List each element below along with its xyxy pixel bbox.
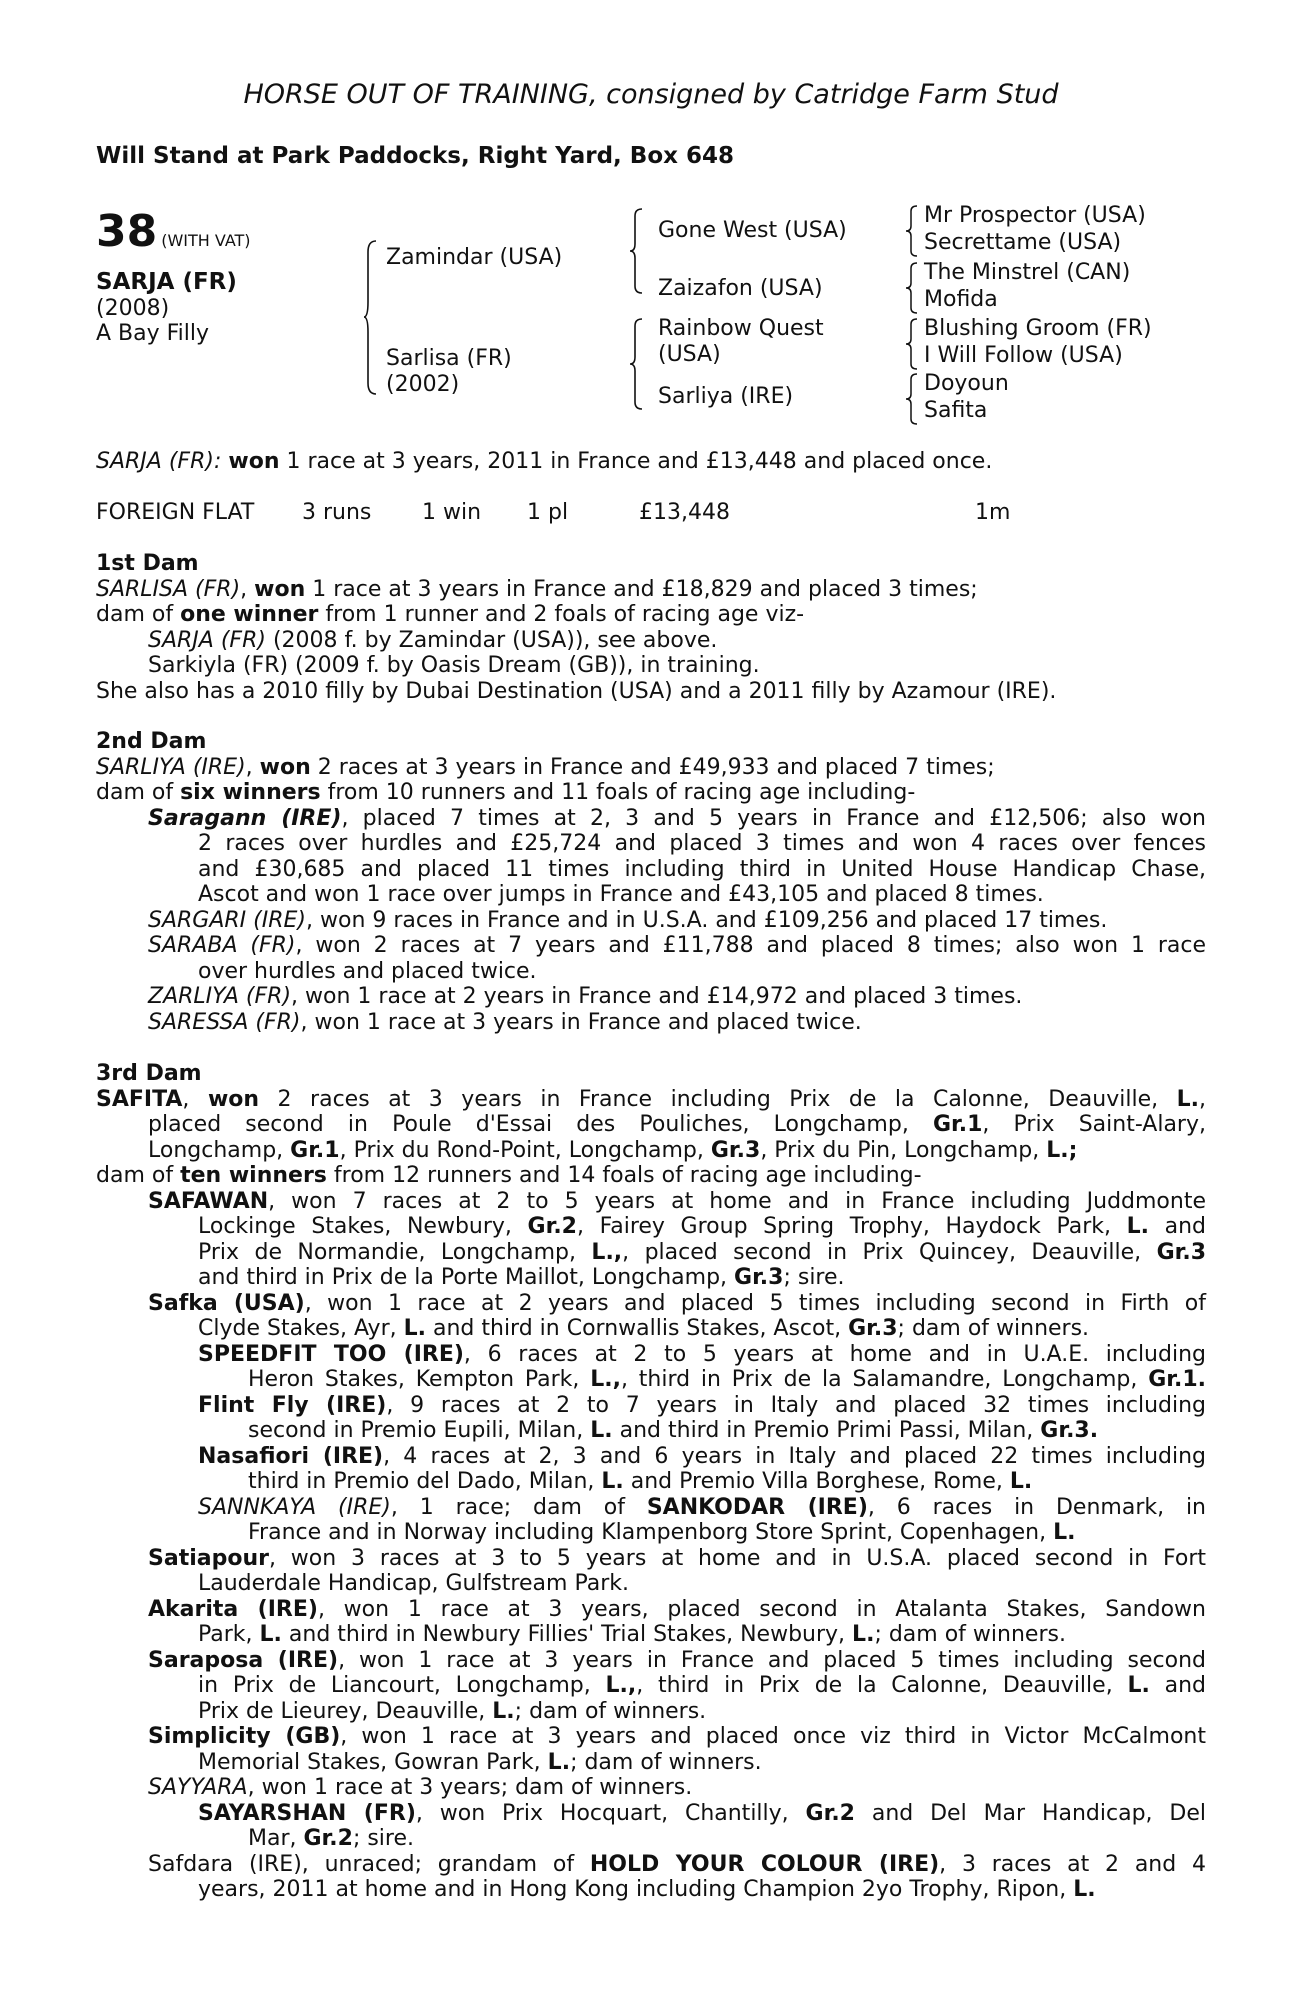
first-dam-produce: dam of one winner from 1 runner and 2 foals of racing age viz- bbox=[96, 602, 805, 627]
stand-location: Will Stand at Park Paddocks, Right Yard, Box 648 bbox=[96, 143, 734, 169]
saragann-3: and £30,685 and placed 11 times including third in United House Handicap Chase, bbox=[198, 856, 1206, 882]
simplicity-2: Memorial Stakes, Gowran Park, L.; dam of winners. bbox=[198, 1749, 762, 1775]
second-dam-heading: 2nd Dam bbox=[96, 729, 207, 754]
pedigree-g3: The Minstrel (CAN) bbox=[924, 260, 1131, 285]
sannkaya-2: France and in Norway including Klampenborg Store Sprint, Copenhagen, L. bbox=[248, 1520, 1076, 1545]
safita-1: SAFITA, won 2 races at 3 years in France including Prix de la Calonne, Deauville, L., bbox=[96, 1086, 1206, 1112]
race-summary: SARJA (FR): won 1 race at 3 years, 2011 in France and £13,448 and placed once. bbox=[96, 449, 993, 474]
first-dam-foal-2: Sarkiyla (FR) (2009 f. by Oasis Dream (GB)), in training. bbox=[148, 653, 760, 678]
pedigree-g5: Blushing Groom (FR) bbox=[924, 316, 1152, 341]
pedigree-dam-line1: Sarlisa (FR) bbox=[386, 346, 512, 371]
foaling-year: (2008) bbox=[96, 295, 170, 321]
nasafiori-1: Nasafiori (IRE), 4 races at 2, 3 and 6 years in Italy and placed 22 times including bbox=[198, 1443, 1207, 1469]
pedigree-g1: Mr Prospector (USA) bbox=[924, 203, 1146, 228]
safita-3: Longchamp, Gr.1, Prix du Rond-Point, Longchamp, Gr.3, Prix du Pin, Longchamp, L.; bbox=[148, 1137, 1078, 1163]
second-dam-section bbox=[96, 729, 1206, 1035]
simplicity-1: Simplicity (GB), won 1 race at 3 years and placed once viz third in Victor McCalmont bbox=[148, 1724, 1206, 1749]
saragann-1: Saragann (IRE), placed 7 times at 2, 3 and 5 years in France and £12,506; also won bbox=[148, 805, 1206, 831]
safawan-2: Lockinge Stakes, Newbury, Gr.2, Fairey Group Spring Trophy, Haydock Park, L. and bbox=[198, 1214, 1206, 1239]
third-dam-section bbox=[96, 1061, 1206, 1903]
saragann-4: Ascot and won 1 race over jumps in France and £43,105 and placed 8 times. bbox=[198, 882, 1044, 907]
form-distance: 1m bbox=[975, 500, 1011, 525]
saraposa-3: Prix de Lieurey, Deauville, L.; dam of winners. bbox=[198, 1698, 707, 1724]
sire-parents-brace bbox=[630, 208, 644, 294]
zarliya: ZARLIYA (FR), won 1 race at 2 years in France and £14,972 and placed 3 times. bbox=[148, 984, 1023, 1009]
saragann-2: 2 races over hurdles and £25,724 and placed 3 times and won 4 races over fences bbox=[198, 831, 1206, 856]
form-record bbox=[96, 500, 1206, 526]
form-runs: 3 runs bbox=[302, 500, 372, 525]
akarita-2: Park, L. and third in Newbury Fillies' Trial Stakes, Newbury, L.; dam of winners. bbox=[198, 1622, 1066, 1647]
saraba-1: SARABA (FR), won 2 races at 7 years and £11,788 and placed 8 times; also won 1 race bbox=[148, 933, 1206, 958]
nasafiori-2: third in Premio del Dado, Milan, L. and Premio Villa Borghese, Rome, L. bbox=[248, 1469, 1033, 1494]
second-dam-produce: dam of six winners from 10 runners and 11 foals of racing age including- bbox=[96, 780, 916, 805]
lot-info bbox=[96, 208, 346, 347]
third-dam-heading: 3rd Dam bbox=[96, 1061, 202, 1086]
form-label: FOREIGN FLAT bbox=[96, 500, 255, 525]
pedigree-g7: Doyoun bbox=[924, 371, 1009, 396]
safka-1: Safka (USA), won 1 race at 2 years and placed 5 times including second in Firth of bbox=[148, 1290, 1206, 1316]
akarita-1: Akarita (IRE), won 1 race at 3 years, placed second in Atalanta Stakes, Sandown bbox=[148, 1596, 1206, 1622]
pedigree-dam-sire-line2: (USA) bbox=[658, 342, 721, 367]
safita-2: placed second in Poule d'Essai des Pouliches, Longchamp, Gr.1, Prix Saint-Alary, bbox=[148, 1112, 1206, 1137]
pedigree-sire-dam: Zaizafon (USA) bbox=[658, 276, 823, 301]
sargari: SARGARI (IRE), won 9 races in France and in U.S.A. and £109,256 and placed 17 times. bbox=[148, 907, 1108, 933]
pedigree-sire-sire: Gone West (USA) bbox=[658, 218, 847, 243]
g-brace-2 bbox=[906, 262, 918, 314]
safdara-1: Safdara (IRE), unraced; grandam of HOLD YOUR COLOUR (IRE), 3 races at 2 and 4 bbox=[148, 1851, 1206, 1877]
pedigree-dam-dam: Sarliya (IRE) bbox=[658, 384, 794, 409]
page-title: HORSE OUT OF TRAINING, consigned by Catridge Farm Stud bbox=[243, 79, 1059, 110]
pedigree-dam-sire-line1: Rainbow Quest bbox=[658, 316, 824, 341]
flint-2: second in Premio Eupili, Milan, L. and third in Premio Primi Passi, Milan, Gr.3. bbox=[248, 1418, 1099, 1443]
safawan-1: SAFAWAN, won 7 races at 2 to 5 years at home and in France including Juddmonte bbox=[148, 1188, 1206, 1214]
saraposa-1: Saraposa (IRE), won 1 race at 3 years in France and placed 5 times including second bbox=[148, 1647, 1206, 1673]
first-dam-heading: 1st Dam bbox=[96, 551, 199, 576]
first-dam-foal-1: SARJA (FR) (2008 f. by Zamindar (USA)), see above. bbox=[148, 627, 718, 653]
flint-1: Flint Fly (IRE), 9 races at 2 to 7 years in Italy and placed 32 times including bbox=[198, 1392, 1206, 1418]
form-wins: 1 win bbox=[422, 500, 482, 525]
saraba-2: over hurdles and placed twice. bbox=[198, 958, 537, 984]
speedfit-1: SPEEDFIT TOO (IRE), 6 races at 2 to 5 years at home and in U.A.E. including bbox=[198, 1341, 1206, 1367]
sayyara: SAYYARA, won 1 race at 3 years; dam of winners. bbox=[148, 1775, 693, 1800]
safita-produce: dam of ten winners from 12 runners and 14 foals of racing age including- bbox=[96, 1163, 922, 1188]
horse-name: SARJA (FR) bbox=[96, 269, 237, 295]
pedigree-g4: Mofida bbox=[924, 287, 998, 312]
g-brace-4 bbox=[906, 373, 918, 425]
form-earnings: £13,448 bbox=[639, 500, 730, 525]
first-dam-section bbox=[96, 551, 1206, 704]
satiapour-2: Lauderdale Handicap, Gulfstream Park. bbox=[198, 1571, 629, 1596]
safawan-3: Prix de Normandie, Longchamp, L.,, placed second in Prix Quincey, Deauville, Gr.3 bbox=[198, 1239, 1206, 1265]
sayarshan-2: Mar, Gr.2; sire. bbox=[248, 1826, 415, 1851]
pedigree-g2: Secrettame (USA) bbox=[924, 230, 1122, 255]
sannkaya-1: SANNKAYA (IRE), 1 race; dam of SANKODAR (IRE), 6 races in Denmark, in bbox=[198, 1494, 1207, 1520]
lot-vat: (WITH VAT) bbox=[161, 231, 251, 250]
safawan-4: and third in Prix de la Porte Maillot, Longchamp, Gr.3; sire. bbox=[198, 1265, 845, 1290]
safka-2: Clyde Stakes, Ayr, L. and third in Cornwallis Stakes, Ascot, Gr.3; dam of winners. bbox=[198, 1316, 1090, 1341]
speedfit-2: Heron Stakes, Kempton Park, L.,, third in Prix de la Salamandre, Longchamp, Gr.1. bbox=[248, 1367, 1206, 1392]
second-dam-record: SARLIYA (IRE), won 2 races at 3 years in France and £49,933 and placed 7 times; bbox=[96, 754, 995, 780]
saressa: SARESSA (FR), won 1 race at 3 years in France and placed twice. bbox=[148, 1009, 862, 1035]
lot-number: 38 bbox=[96, 206, 158, 257]
horse-description: A Bay Filly bbox=[96, 321, 210, 346]
dam-parents-brace bbox=[630, 318, 644, 410]
g-brace-3 bbox=[906, 318, 918, 370]
form-placed: 1 pl bbox=[527, 500, 569, 525]
pedigree-g8: Safita bbox=[924, 398, 988, 423]
saraposa-2: in Prix de Liancourt, Longchamp, L.,, third in Prix de la Calonne, Deauville, L. and bbox=[198, 1673, 1206, 1698]
safdara-2: years, 2011 at home and in Hong Kong including Champion 2yo Trophy, Ripon, L. bbox=[198, 1877, 1096, 1902]
first-dam-other-foals: She also has a 2010 filly by Dubai Destination (USA) and a 2011 filly by Azamour (IRE). bbox=[96, 678, 1057, 704]
first-dam-record: SARLISA (FR), won 1 race at 3 years in France and £18,829 and placed 3 times; bbox=[96, 576, 978, 602]
sayarshan-1: SAYARSHAN (FR), won Prix Hocquart, Chantilly, Gr.2 and Del Mar Handicap, Del bbox=[198, 1800, 1206, 1826]
sire-dam-brace bbox=[364, 240, 378, 395]
g-brace-1 bbox=[906, 205, 918, 257]
pedigree-dam-line2: (2002) bbox=[386, 372, 460, 397]
satiapour-1: Satiapour, won 3 races at 3 to 5 years at home and in U.S.A. placed second in Fort bbox=[148, 1545, 1206, 1571]
pedigree-g6: I Will Follow (USA) bbox=[924, 343, 1123, 368]
pedigree-sire: Zamindar (USA) bbox=[386, 245, 563, 270]
